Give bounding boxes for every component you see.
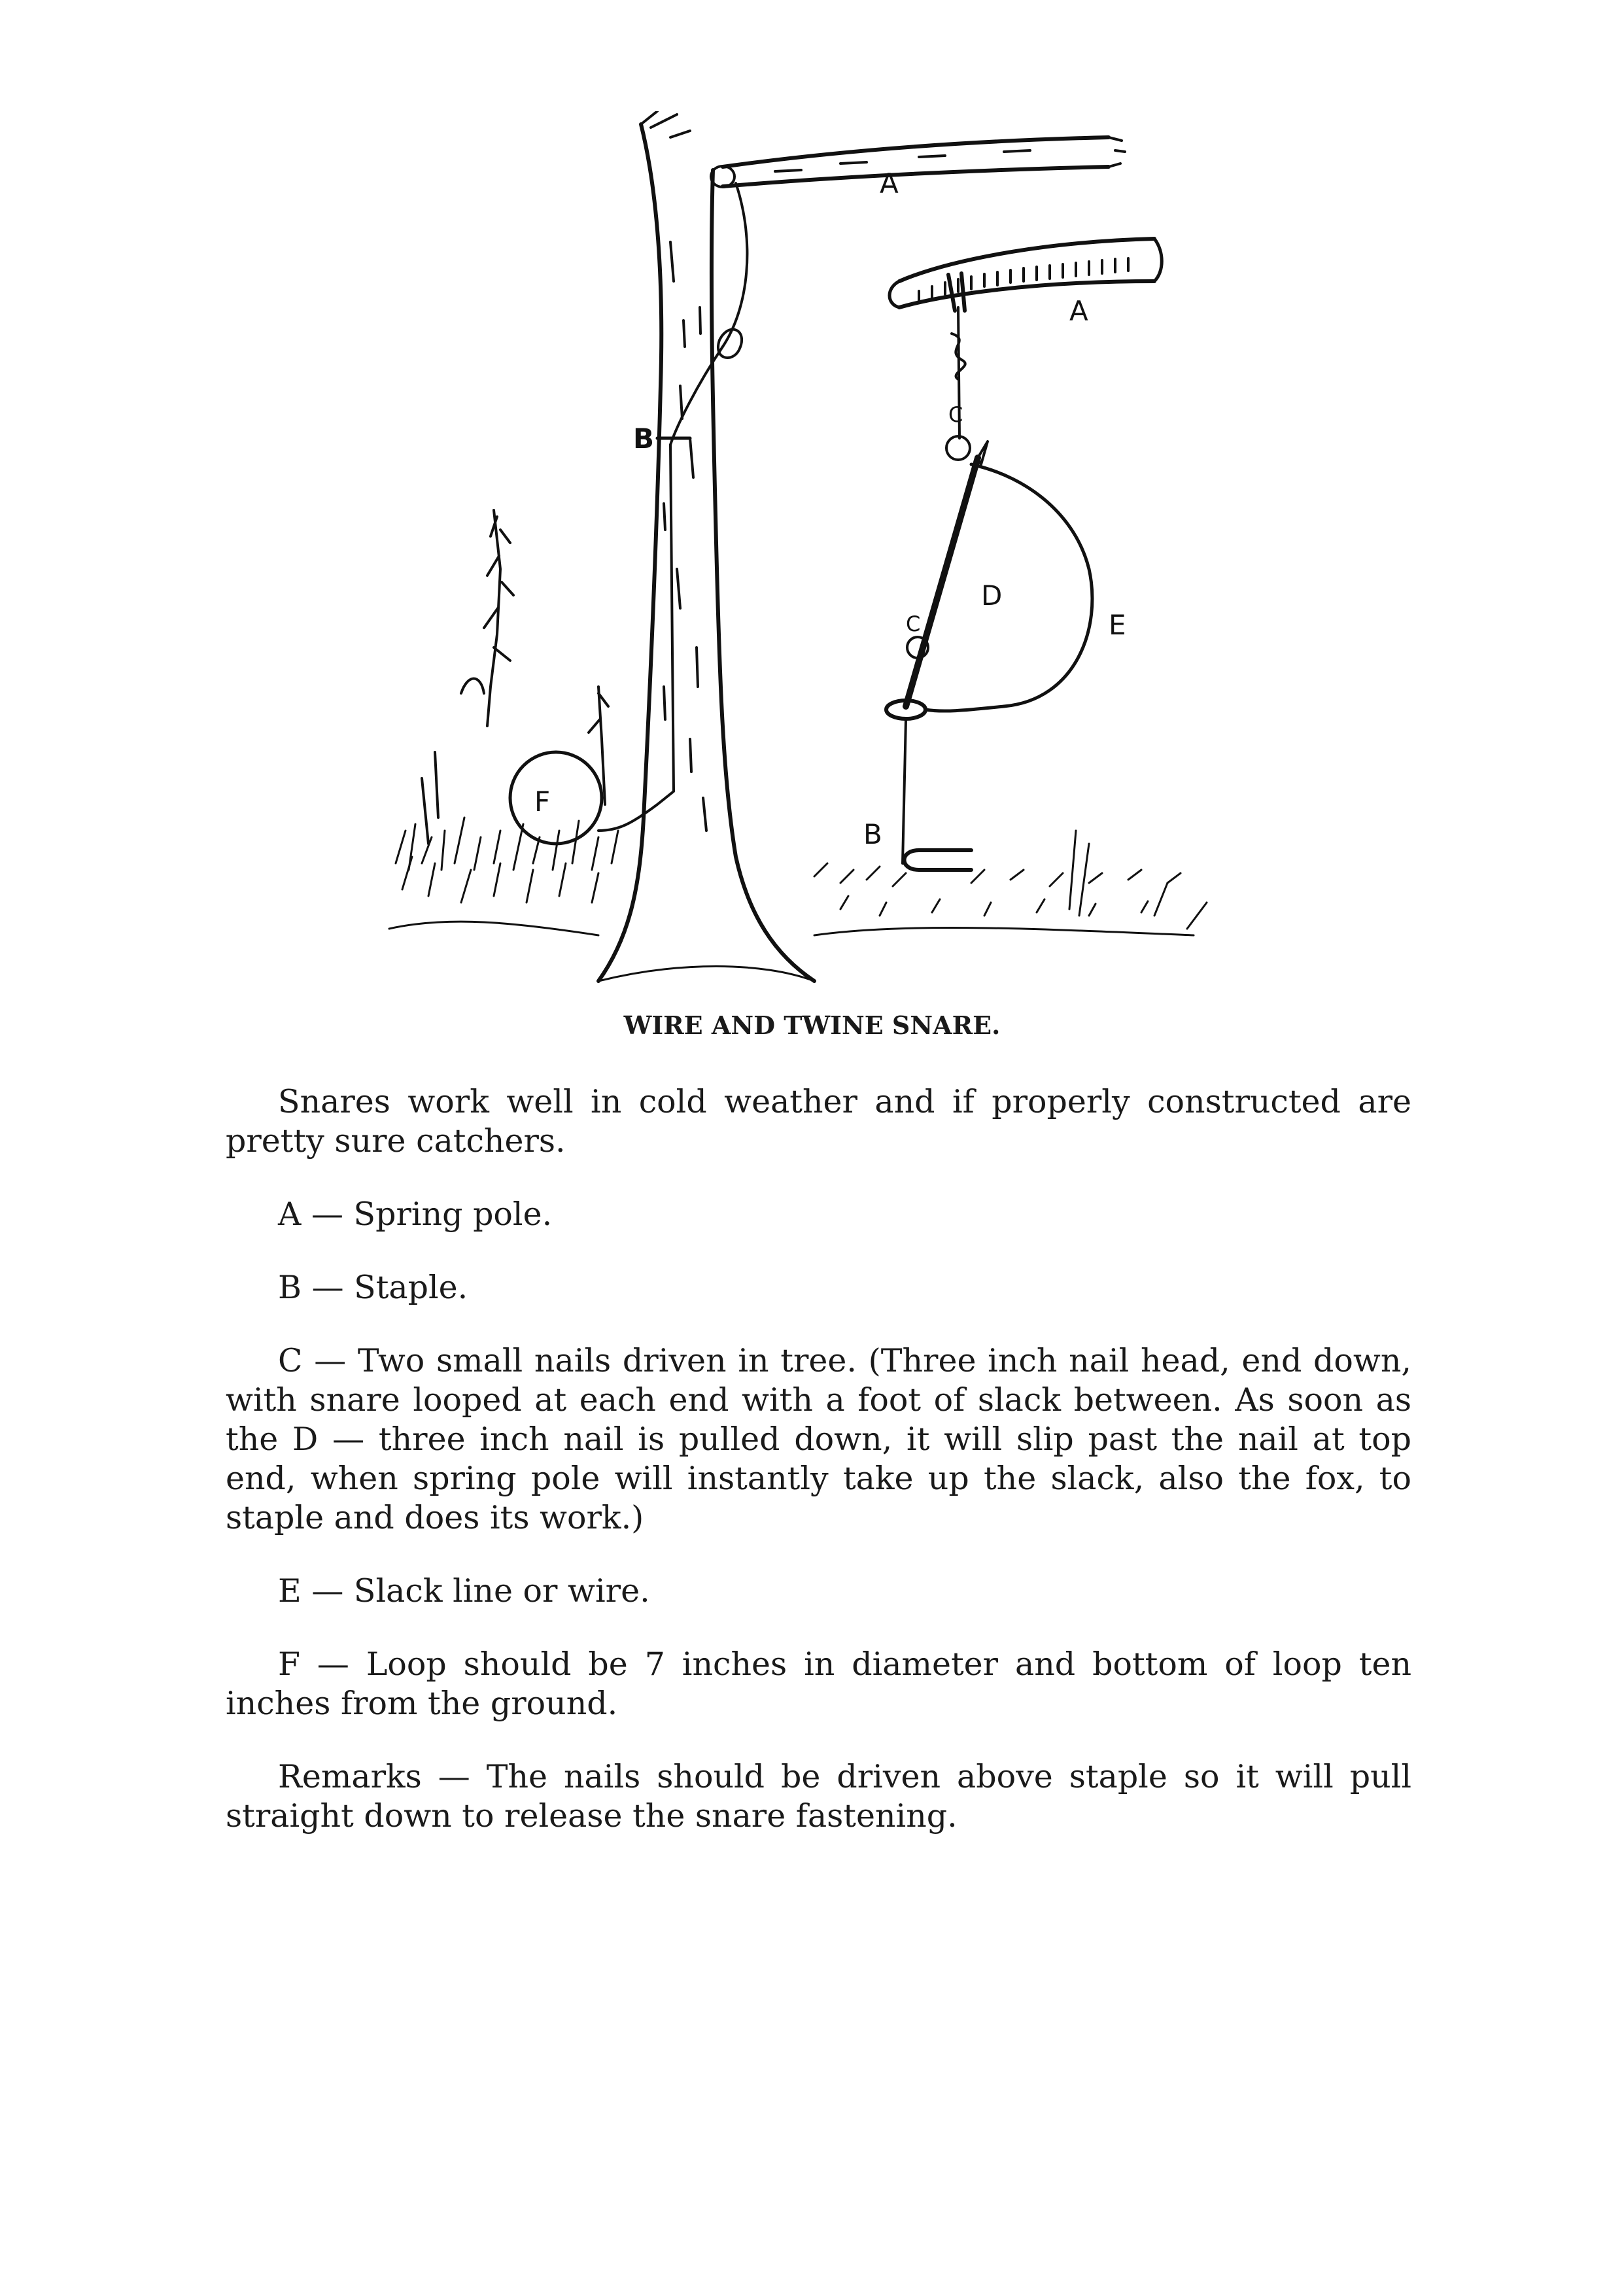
snare-drawing bbox=[383, 111, 1253, 1014]
paragraph-intro: Snares work well in cold weather and if properly constructed are pretty sure catchers. bbox=[226, 1083, 1411, 1160]
snare-loop-f bbox=[510, 752, 602, 844]
snare-illustration bbox=[383, 111, 1253, 1014]
label-f: F bbox=[534, 785, 551, 818]
label-d: D bbox=[981, 579, 1003, 612]
plant-stalk bbox=[422, 510, 608, 844]
paragraph-b: B — Staple. bbox=[278, 1269, 468, 1306]
label-c-upper: C bbox=[948, 402, 963, 427]
paragraph-remarks: Remarks — The nails should be driven above staple so it will pull straight down to release the snare fastening. bbox=[226, 1758, 1411, 1835]
label-a-top: A bbox=[880, 167, 899, 199]
spring-pole-detail bbox=[890, 239, 1162, 311]
figure-caption: WIRE AND TWINE SNARE. bbox=[623, 1010, 1001, 1040]
grass-ground bbox=[389, 818, 1207, 981]
label-e: E bbox=[1109, 609, 1126, 641]
label-b-tree: B bbox=[633, 423, 655, 455]
label-b-ground: B bbox=[863, 818, 882, 850]
label-c-lower: C bbox=[906, 612, 921, 636]
body-text bbox=[226, 1082, 1411, 1870]
paragraph-a: A — Spring pole. bbox=[278, 1196, 553, 1233]
paragraph-e: E — Slack line or wire. bbox=[278, 1572, 650, 1610]
spring-pole-top bbox=[711, 137, 1125, 187]
tree-trunk bbox=[598, 111, 814, 981]
paragraph-c: C — Two small nails driven in tree. (Three inch nail head, end down, with snare looped at each end with a foot of slack between. As soon as the D — three inch nail is pulled down, it will slip past the nail at top end, when spring pole will instantly take up the slack, also the fox, to staple and does its work.) bbox=[226, 1342, 1411, 1536]
paragraph-f: F — Loop should be 7 inches in diameter and bottom of loop ten inches from the ground. bbox=[226, 1646, 1411, 1722]
label-a-right: A bbox=[1069, 295, 1088, 327]
